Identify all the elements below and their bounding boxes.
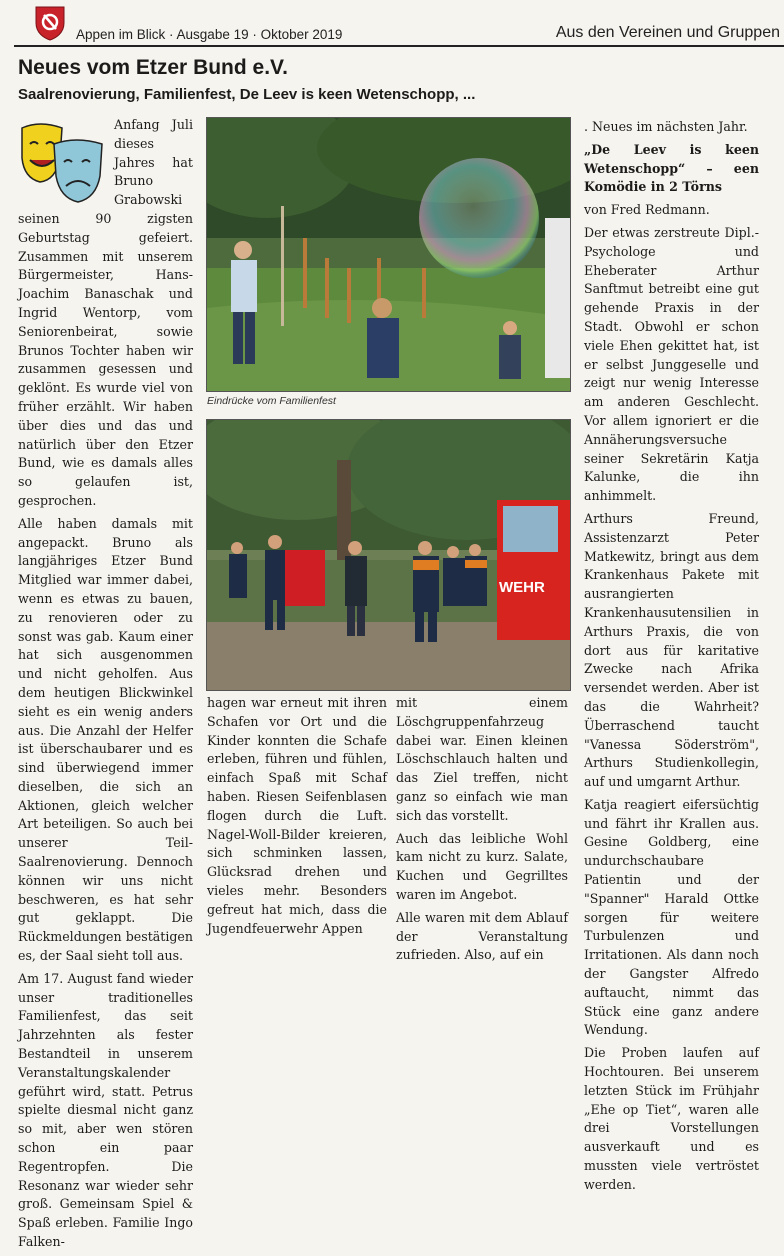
section-title: Aus den Vereinen und Gruppen <box>555 24 780 41</box>
paragraph: mit einem Löschgruppenfahrzeug dabei war. Einen kleinen Löschschlauch halten und das Ziel treffen, nicht ganz so einfach wie man sich das vorstellt. <box>396 695 568 823</box>
paragraph: Der etwas zerstreute Dipl.-Psychologe und Eheberater Arthur Sanftmut betreibt eine gut gehende Praxis in der Stadt. Obwohl er schon viele Ehen gekittet hat, ist er selbst Junggeselle und zeigt nur wenig Interesse am anderen Geschlecht. Vor allem ignoriert er die Annäherungsversuche seiner Sekretärin Katja Kalunke, die ihn anhimmelt. <box>584 224 759 504</box>
truck-label: WEHR <box>499 579 545 596</box>
photo-soap-bubbles <box>206 117 571 392</box>
paragraph: Katja reagiert eifersüchtig und fährt ihr Krallen aus. Gesine Goldberg, eine undurchschaubare Patientin und der "Spanner" Harald Ottke sorgen für weitere Turbulenzen und Irritationen. Als dann noch der Gangster Alfredo auftaucht, nimmt das Stück eine ganz andere Wendung. <box>584 796 759 1038</box>
paragraph: . Neues im nächsten Jahr. <box>584 119 748 134</box>
photo-caption: Eindrücke vom Familienfest <box>207 395 336 407</box>
paragraph: hagen war erneut mit ihren Schafen vor Ort und die Kinder konnten die Schafe erleben, führen und fühlen, einfach Spaß mit Schaf haben. Riesen Seifenblasen flogen durch die Luft. Nagel-Woll-Bilder kreieren, sich schminken lassen, Glücksrad drehen und vieles mehr. Besonders gefreut hat mich, dass die Jugendfeuerwehr Appen <box>207 695 387 936</box>
paragraph: Arthurs Freund, Assistenzarzt Peter Matkewitz, bringt aus dem Krankenhaus Pakete mit ausrangierten Krankenhausutensilien in Arthurs Praxis, die von dort aus für karitative Zwecke nach Afrika versendet werden. Aber ist das die Wahrheit? Überraschend taucht "Vanessa Söderström", Arthurs Studienkollegin, auf und umgarnt Arthur. <box>584 510 759 790</box>
paragraph: Die Proben laufen auf Hochtouren. Bei unserem letzten Stück im Frühjahr „Ehe op Tiet“, waren alle drei Vorstellungen ausverkauft und es mussten viele vertröstet werden. <box>584 1045 759 1192</box>
paragraph: Alle waren mit dem Ablauf der Veranstaltung zufrieden. Also, auf ein <box>396 909 568 963</box>
issue-line: Appen im Blick · Ausgabe 19 · Oktober 2019 <box>76 27 343 42</box>
bleed-through-text <box>575 58 784 114</box>
article-title: Neues vom Etzer Bund e.V. <box>18 56 288 79</box>
play-author: von Fred Redmann. <box>584 202 710 218</box>
paragraph: Anfang Juli dieses Jahres hat Bruno Grabowski seinen 90 zigsten Geburtstag gefeiert. Zusammen mit unserem Bürgermeister, Hans-Joachim Banaschak und Ingrid Wentorp, vom Seniorenbeirat, sowie Brunos Tochter haben wir zusammen gesessen und geklönt. Es wurde viel von früher erzählt. Wir haben über dies und das und natürlich über den Etzer Bund, wie es damals alles so gelaufen ist, gesprochen. <box>18 117 193 508</box>
paragraph: Am 17. August fand wieder unser traditionelles Familienfest, das seit Jahrzehnten als fester Bestandteil in unserem Veranstaltungskalender geführt wird, statt. Petrus spielte diesmal nicht ganz so mit, aber wen stören schon ein paar Regentropfen. Die Resonanz war wieder sehr groß. Gemeinsam Spiel & Spaß erleben. Familie Ingo Falken- <box>18 970 193 1250</box>
column-1 <box>18 116 193 1256</box>
column-2 <box>207 694 387 942</box>
town-crest-icon <box>34 5 66 41</box>
column-3 <box>396 694 568 969</box>
paragraph: Alle haben damals mit angepackt. Bruno als langjähriges Etzer Bund Mitglied war immer dabei, wenn es etwas zu bauen, zu renovieren oder zu sonst was gab. Kaum einer hat sich ausgenommen und nicht geholfen. Aus dem heutigen Blickwinkel sieht es ein wenig anders aus. Die Anzahl der Helfer ist überschaubarer und es sind überwiegend immer dieselben, die sich an Aktionen, gleich welcher Art beteiligen. So auch bei unserer Teil-Saalrenovierung. Dennoch können wir uns nicht beschweren, es hat sehr gut geklappt. Die Rückmeldungen bestätigen es, der Saal sieht toll aus. <box>18 515 193 964</box>
play-title: „De Leev is keen Wetenschopp“ – een Komödie in 2 Törns <box>584 141 759 195</box>
theatre-masks-icon <box>18 118 108 206</box>
article-subtitle: Saalrenovierung, Familienfest, De Leev is keen Wetenschopp, ... <box>18 86 476 103</box>
photo-fire-brigade <box>206 419 571 691</box>
header-rule <box>14 45 784 47</box>
page-header <box>0 0 784 46</box>
column-4 <box>584 118 759 1199</box>
paragraph: Auch das leibliche Wohl kam nicht zu kurz. Salate, Kuchen und Gegrilltes waren im Angebot. <box>396 830 568 902</box>
